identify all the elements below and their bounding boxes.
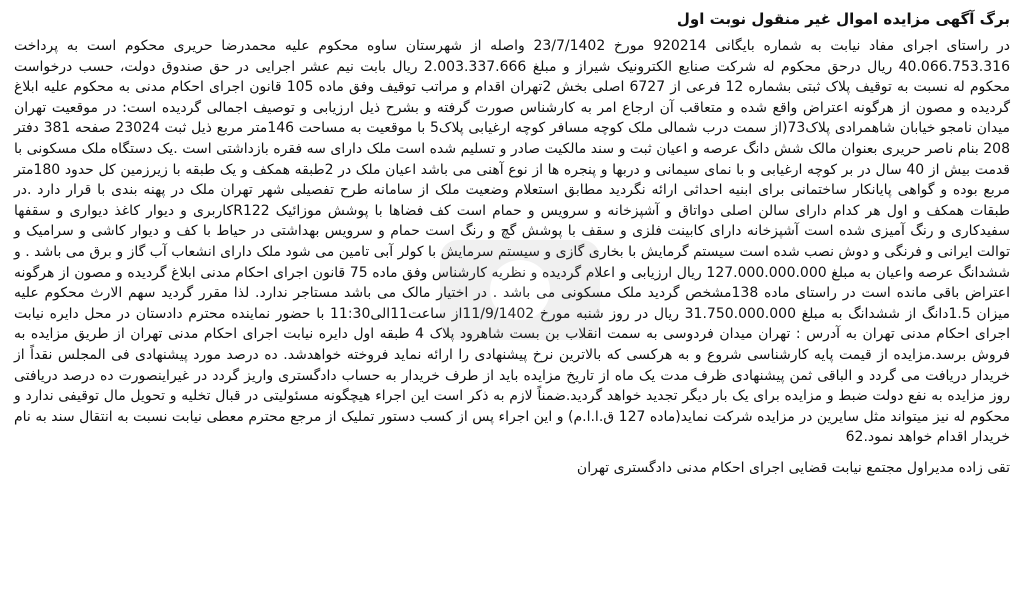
notice-title: برگ آگهی مزایده اموال غیر منقول نوبت اول	[676, 10, 1010, 28]
notice-signature: تقی زاده مدیراول مجتمع نیابت قضایی اجرای احکام مدنی دادگستری تهران	[576, 459, 1010, 476]
notice-body: در راستای اجرای مفاد نیابت به شماره بایگانی 920214 مورخ 23/7/1402 واصله از شهرستان ساوه محکوم علیه محمدرضا حریری محکوم است به پرداخت 40.066.753.316 ریال درحق محکوم له شرکت صنایع الکترونیک شیراز و مبلغ 2.003.337.666 ریال بابت نیم عشر اجرایی در حق صندوق دولت، حسب درخواست محکوم له نسبت به توقیف پلاک ثبتی بشماره 12 فرعی از 6727 اصلی بخش 2تهران اقدام و مراتب توقیف وفق ماده 105 قانون اجرای احکام مدنی به محکوم علیه ابلاغ گردیده و مصون از هرگونه اعتراض واقع شده و متعاقب آن ارجاع امر به کارشناس صورت گرفته و بشرح ذیل ارزیابی و توصیف اجمالی گردیده است: در موقعیت تهران میدان نامجو خیابان شاهمرادی پلاک73(از سمت درب شمالی ملک کوچه مسافر کوچه ارغیابی پلاک5 با موقعیت به مساحت 146متر مربع ذیل ثبت 23024 صفحه 381 دفتر 208 بنام ناصر حریری بعنوان مالک شش دانگ عرصه و اعیان ثبت و سند مالکیت صادر و تسلیم شده است ملک دارای سه فقره بازداشتی است .یک دستگاه ملک مسکونی با قدمت بیش از 40 سال در بر کوچه ارغیابی و با نمای سیمانی و دربها و پنجره ها از نوع آهنی می باشد اعیان ملک در 2طبقه همکف و یک طبقه با زیرزمین کل حدود 180متر مربع بوده و گواهی پایانکار ساختمانی برای ابنیه احداثی ارائه نگردید مطابق استعلام وضعیت ملک از سامانه طرح تفصیلی شهر تهران ملک در پهنه بندی با قرار دارد .در طبقات همکف و اول هر کدام دارای سالن اصلی دواتاق و آشپزخانه و سرویس و حمام است کف فضاها با پوشش موزائیک R122کاربری و دیوار کاغذ دیواری و سقفها سفیدکاری و رنگ آمیزی شده است آشپزخانه دارای کابینت فلزی و سقف با پوشش گچ و رنگ است حمام و سرویس بهداشتی در حیاط با کف و دیوار کاشی و سرامیک و توالت ایرانی و فرنگی و دوش نصب شده است سیستم گرمایش با بخاری گازی و سیستم سرمایش با کولر آبی تامین می شود ملک دارای انشعاب آب گاز و برق می باشد . و ششدانگ عرصه واعیان به مبلغ 127.000.000.000 ریال ارزیابی و اعلام گردیده و نظریه کارشناس وفق ماده 75 قانون اجرای احکام مدنی ابلاغ گردیده و مصون از هرگونه اعتراض باقی مانده است در راستای ماده 138مشخص گردید ملک مسکونی می باشد . در اختیار مالک می باشد مستاجر ندارد. لذا مقرر گردید سهم الارث محکوم علیه میزان 1.5دانگ از ششدانگ به مبلغ 31.750.000.000 ریال در روز شنبه مورخ 11/9/1402از ساعت11الی11:30 با حضور نماینده محترم دادستان در محل دایره نیابت اجرای احکام مدنی تهران به آدرس : تهران میدان فردوسی به سمت انقلاب بن بست شاهرود پلاک 4 طبقه اول دایره نیابت اجرای احکام مدنی تهران از طریق مزایده به فروش برسد.مزایده از قیمت پایه کارشناسی شروع و به هرکسی که بالاترین نرخ پیشنهادی را ارائه نماید فروخته خواهدشد. ده درصد مورد پیشنهادی فی المجلس نقداً از خریدار دریافت می گردد و الباقی ثمن پیشنهادی ظرف مدت یک ماه از تاریخ مزایده باید از طرف خریدار به حساب دادگستری واریز گردد در غیراینصورت ده درصد دریافتی روز مزایده به نفع دولت ضبط و مزایده برای یک بار دیگر تجدید خواهد گردید.ضمناً لازم به ذکر است این اجراء هیچگونه مسئولیتی در قبال تخلیه و تحویل مال توقیفی ندارد و محکوم له نیز میتواند مثل سایرین در مزایده شرکت نماید(ماده 127 ق.ا.ا.م) و این اجراء پس از کسب دستور تملیک از مرجع محترم معطی نیابت نسبت به انتقال سند به نام خریدار اقدام خواهد نمود.62	[14, 38, 1011, 446]
